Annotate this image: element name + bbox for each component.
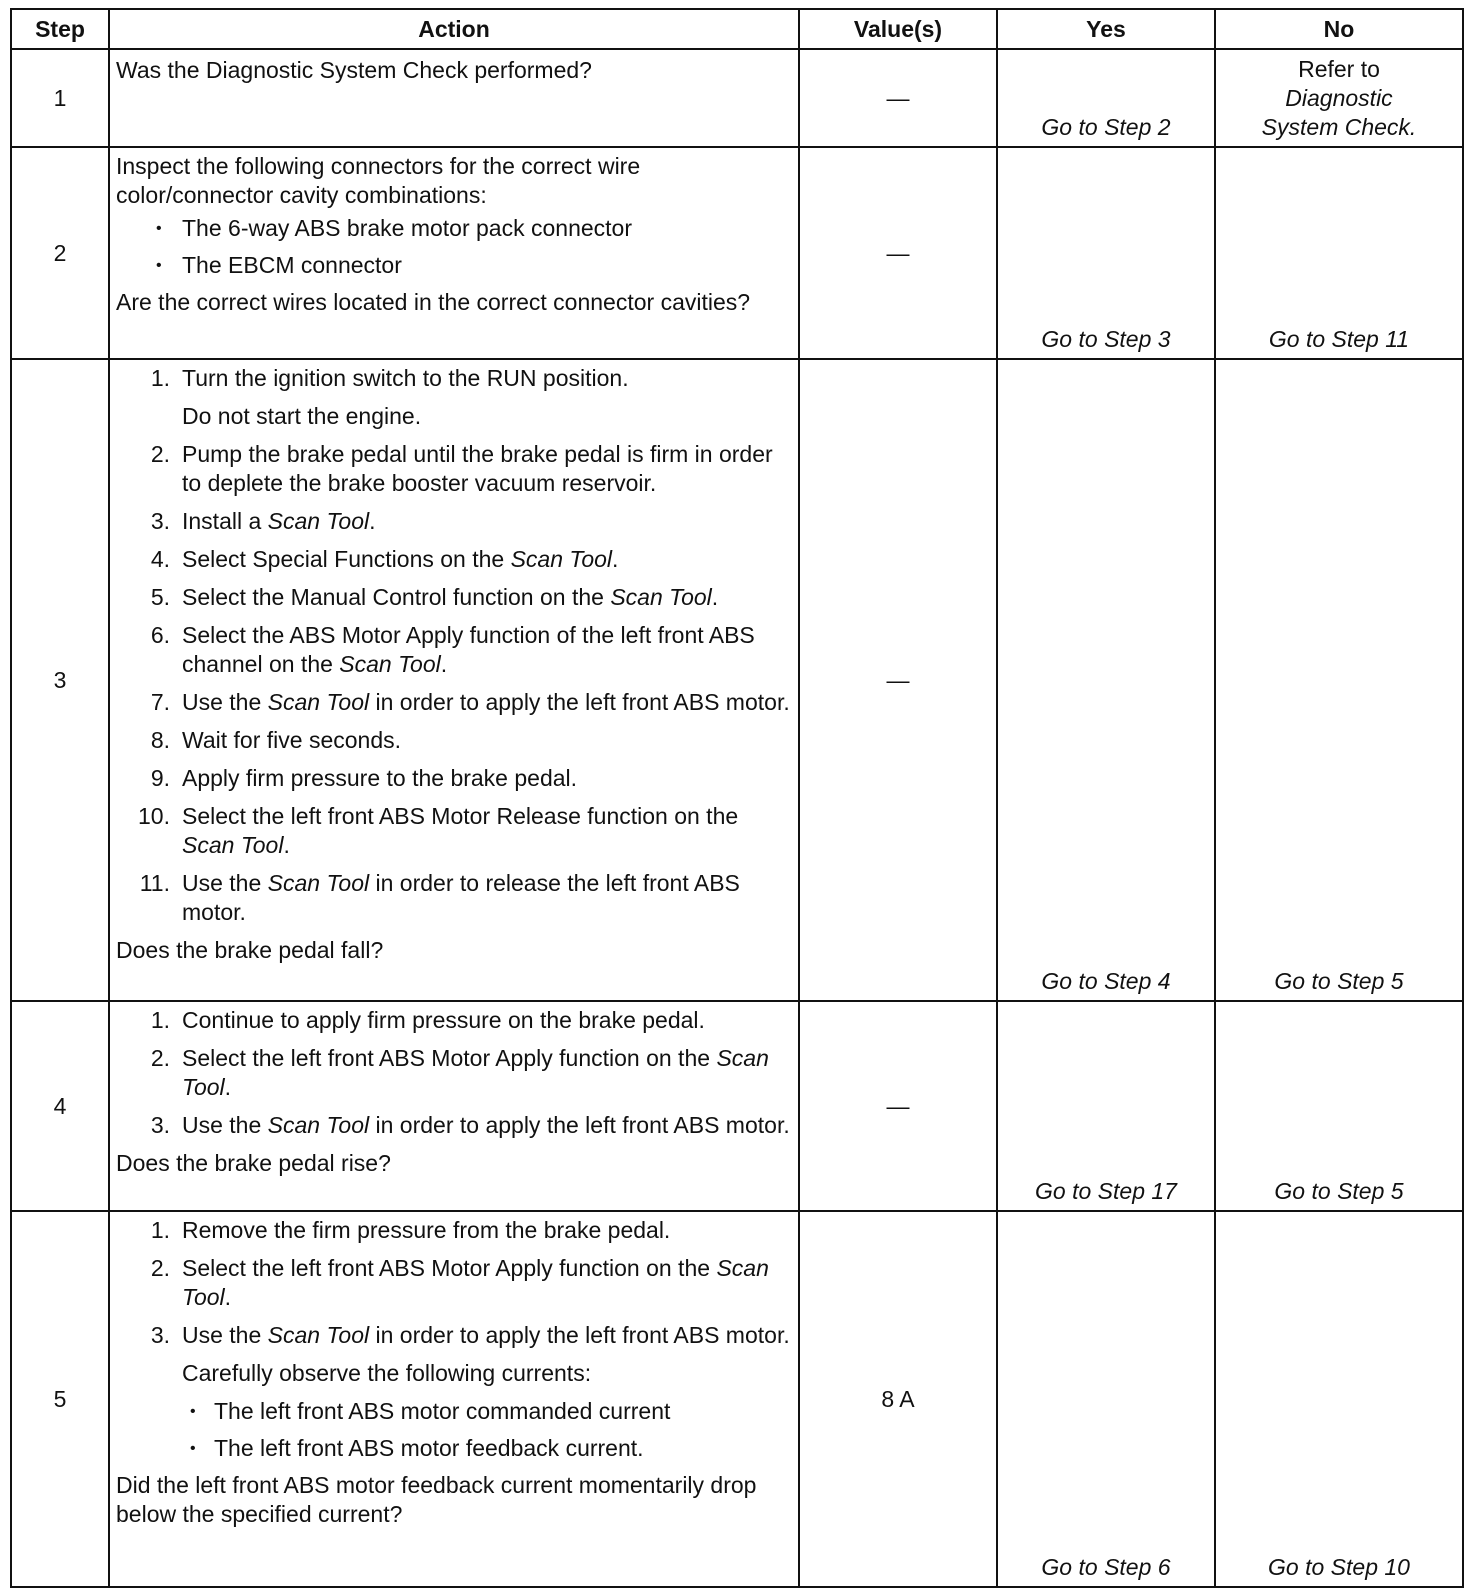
list-item: 3. Use the Scan Tool in order to apply the left front ABS motor. [150, 1322, 790, 1348]
no-refer: Refer to [1298, 56, 1380, 82]
action-cell [109, 147, 799, 359]
yes-cell: Go to Step 3 [997, 147, 1215, 359]
list-item: 10. Select the left front ABS Motor Release function on the Scan Tool. [138, 803, 739, 858]
step-row-3 [11, 359, 1463, 1001]
value-cell: — [799, 1001, 997, 1211]
list-item: • The left front ABS motor feedback current. [116, 1434, 790, 1463]
question-text: Does the brake pedal rise? [116, 1150, 391, 1176]
value-cell: — [799, 359, 997, 1001]
value-cell: — [799, 147, 997, 359]
header-values: Value(s) [799, 9, 997, 49]
list-item: 11. Use the Scan Tool in order to release the left front ABS motor. [139, 870, 740, 925]
step-number: 3 [11, 359, 109, 1001]
no-refer-target-1: Diagnostic [1285, 85, 1393, 111]
step-number: 2 [11, 147, 109, 359]
step-row-5 [11, 1211, 1463, 1587]
list-item: 4. Select Special Functions on the Scan Tool. [150, 546, 619, 572]
list-item: 1. Continue to apply firm pressure on the brake pedal. [150, 1007, 705, 1033]
header-yes: Yes [997, 9, 1215, 49]
list-item: 2. Select the left front ABS Motor Apply function on the Scan Tool. [150, 1255, 769, 1310]
connector-list [116, 214, 790, 280]
list-item: 5. Select the Manual Control function on the Scan Tool. [150, 584, 719, 610]
list-item: • The left front ABS motor commanded current [116, 1397, 790, 1426]
current-list [116, 1397, 790, 1463]
question-text: Did the left front ABS motor feedback current momentarily drop below the specified current? [116, 1472, 757, 1527]
procedure-list [116, 1216, 790, 1350]
step-number: 4 [11, 1001, 109, 1211]
list-item: 3. Use the Scan Tool in order to apply the left front ABS motor. [150, 1112, 790, 1138]
list-item: 1. Remove the firm pressure from the brake pedal. [150, 1217, 671, 1243]
no-cell: Go to Step 5 [1215, 1001, 1463, 1211]
note-text: Do not start the engine. [182, 403, 422, 429]
no-refer-target-2: System Check. [1261, 114, 1417, 140]
step-row-2 [11, 147, 1463, 359]
step-number: 5 [11, 1211, 109, 1587]
yes-cell: Go to Step 4 [997, 359, 1215, 1001]
header-row [11, 9, 1463, 49]
value-cell: — [799, 49, 997, 147]
step-number: 1 [11, 49, 109, 147]
header-no: No [1215, 9, 1463, 49]
diagnostic-table [10, 8, 1464, 1588]
yes-cell: Go to Step 6 [997, 1211, 1215, 1587]
action-cell [109, 49, 799, 147]
intro-text: Inspect the following connectors for the correct wire color/connector cavity combinations: [116, 153, 641, 208]
list-item: 6. Select the ABS Motor Apply function of the left front ABS channel on the Scan Tool. [150, 622, 755, 677]
step-row-4 [11, 1001, 1463, 1211]
list-item: 8. Wait for five seconds. [150, 727, 402, 753]
no-cell [1215, 49, 1463, 147]
question-text: Was the Diagnostic System Check performed? [116, 57, 592, 83]
question-text: Are the correct wires located in the correct connector cavities? [116, 289, 751, 315]
list-item: • The EBCM connector [116, 251, 790, 280]
list-item: 2. Pump the brake pedal until the brake pedal is firm in order to deplete the brake booster vacuum reservoir. [150, 441, 773, 496]
action-cell [109, 359, 799, 1001]
no-cell: Go to Step 10 [1215, 1211, 1463, 1587]
question-text: Does the brake pedal fall? [116, 937, 384, 963]
action-cell [109, 1001, 799, 1211]
no-cell: Go to Step 5 [1215, 359, 1463, 1001]
list-item: • The 6-way ABS brake motor pack connector [116, 214, 790, 243]
list-item: 9. Apply firm pressure to the brake pedal. [150, 765, 578, 791]
list-item: 2. Select the left front ABS Motor Apply function on the Scan Tool. [150, 1045, 769, 1100]
yes-cell: Go to Step 2 [997, 49, 1215, 147]
header-action: Action [109, 9, 799, 49]
observe-text: Carefully observe the following currents: [182, 1360, 592, 1386]
list-item: 7. Use the Scan Tool in order to apply the left front ABS motor. [150, 689, 790, 715]
yes-cell: Go to Step 17 [997, 1001, 1215, 1211]
header-step: Step [11, 9, 109, 49]
step-row-1 [11, 49, 1463, 147]
action-cell [109, 1211, 799, 1587]
value-cell: 8 A [799, 1211, 997, 1587]
no-cell: Go to Step 11 [1215, 147, 1463, 359]
list-item: 1. Turn the ignition switch to the RUN position. Do not start the engine. [116, 364, 790, 431]
procedure-list [116, 364, 790, 927]
procedure-list [116, 1006, 790, 1140]
list-item: 3. Install a Scan Tool. [150, 508, 376, 534]
